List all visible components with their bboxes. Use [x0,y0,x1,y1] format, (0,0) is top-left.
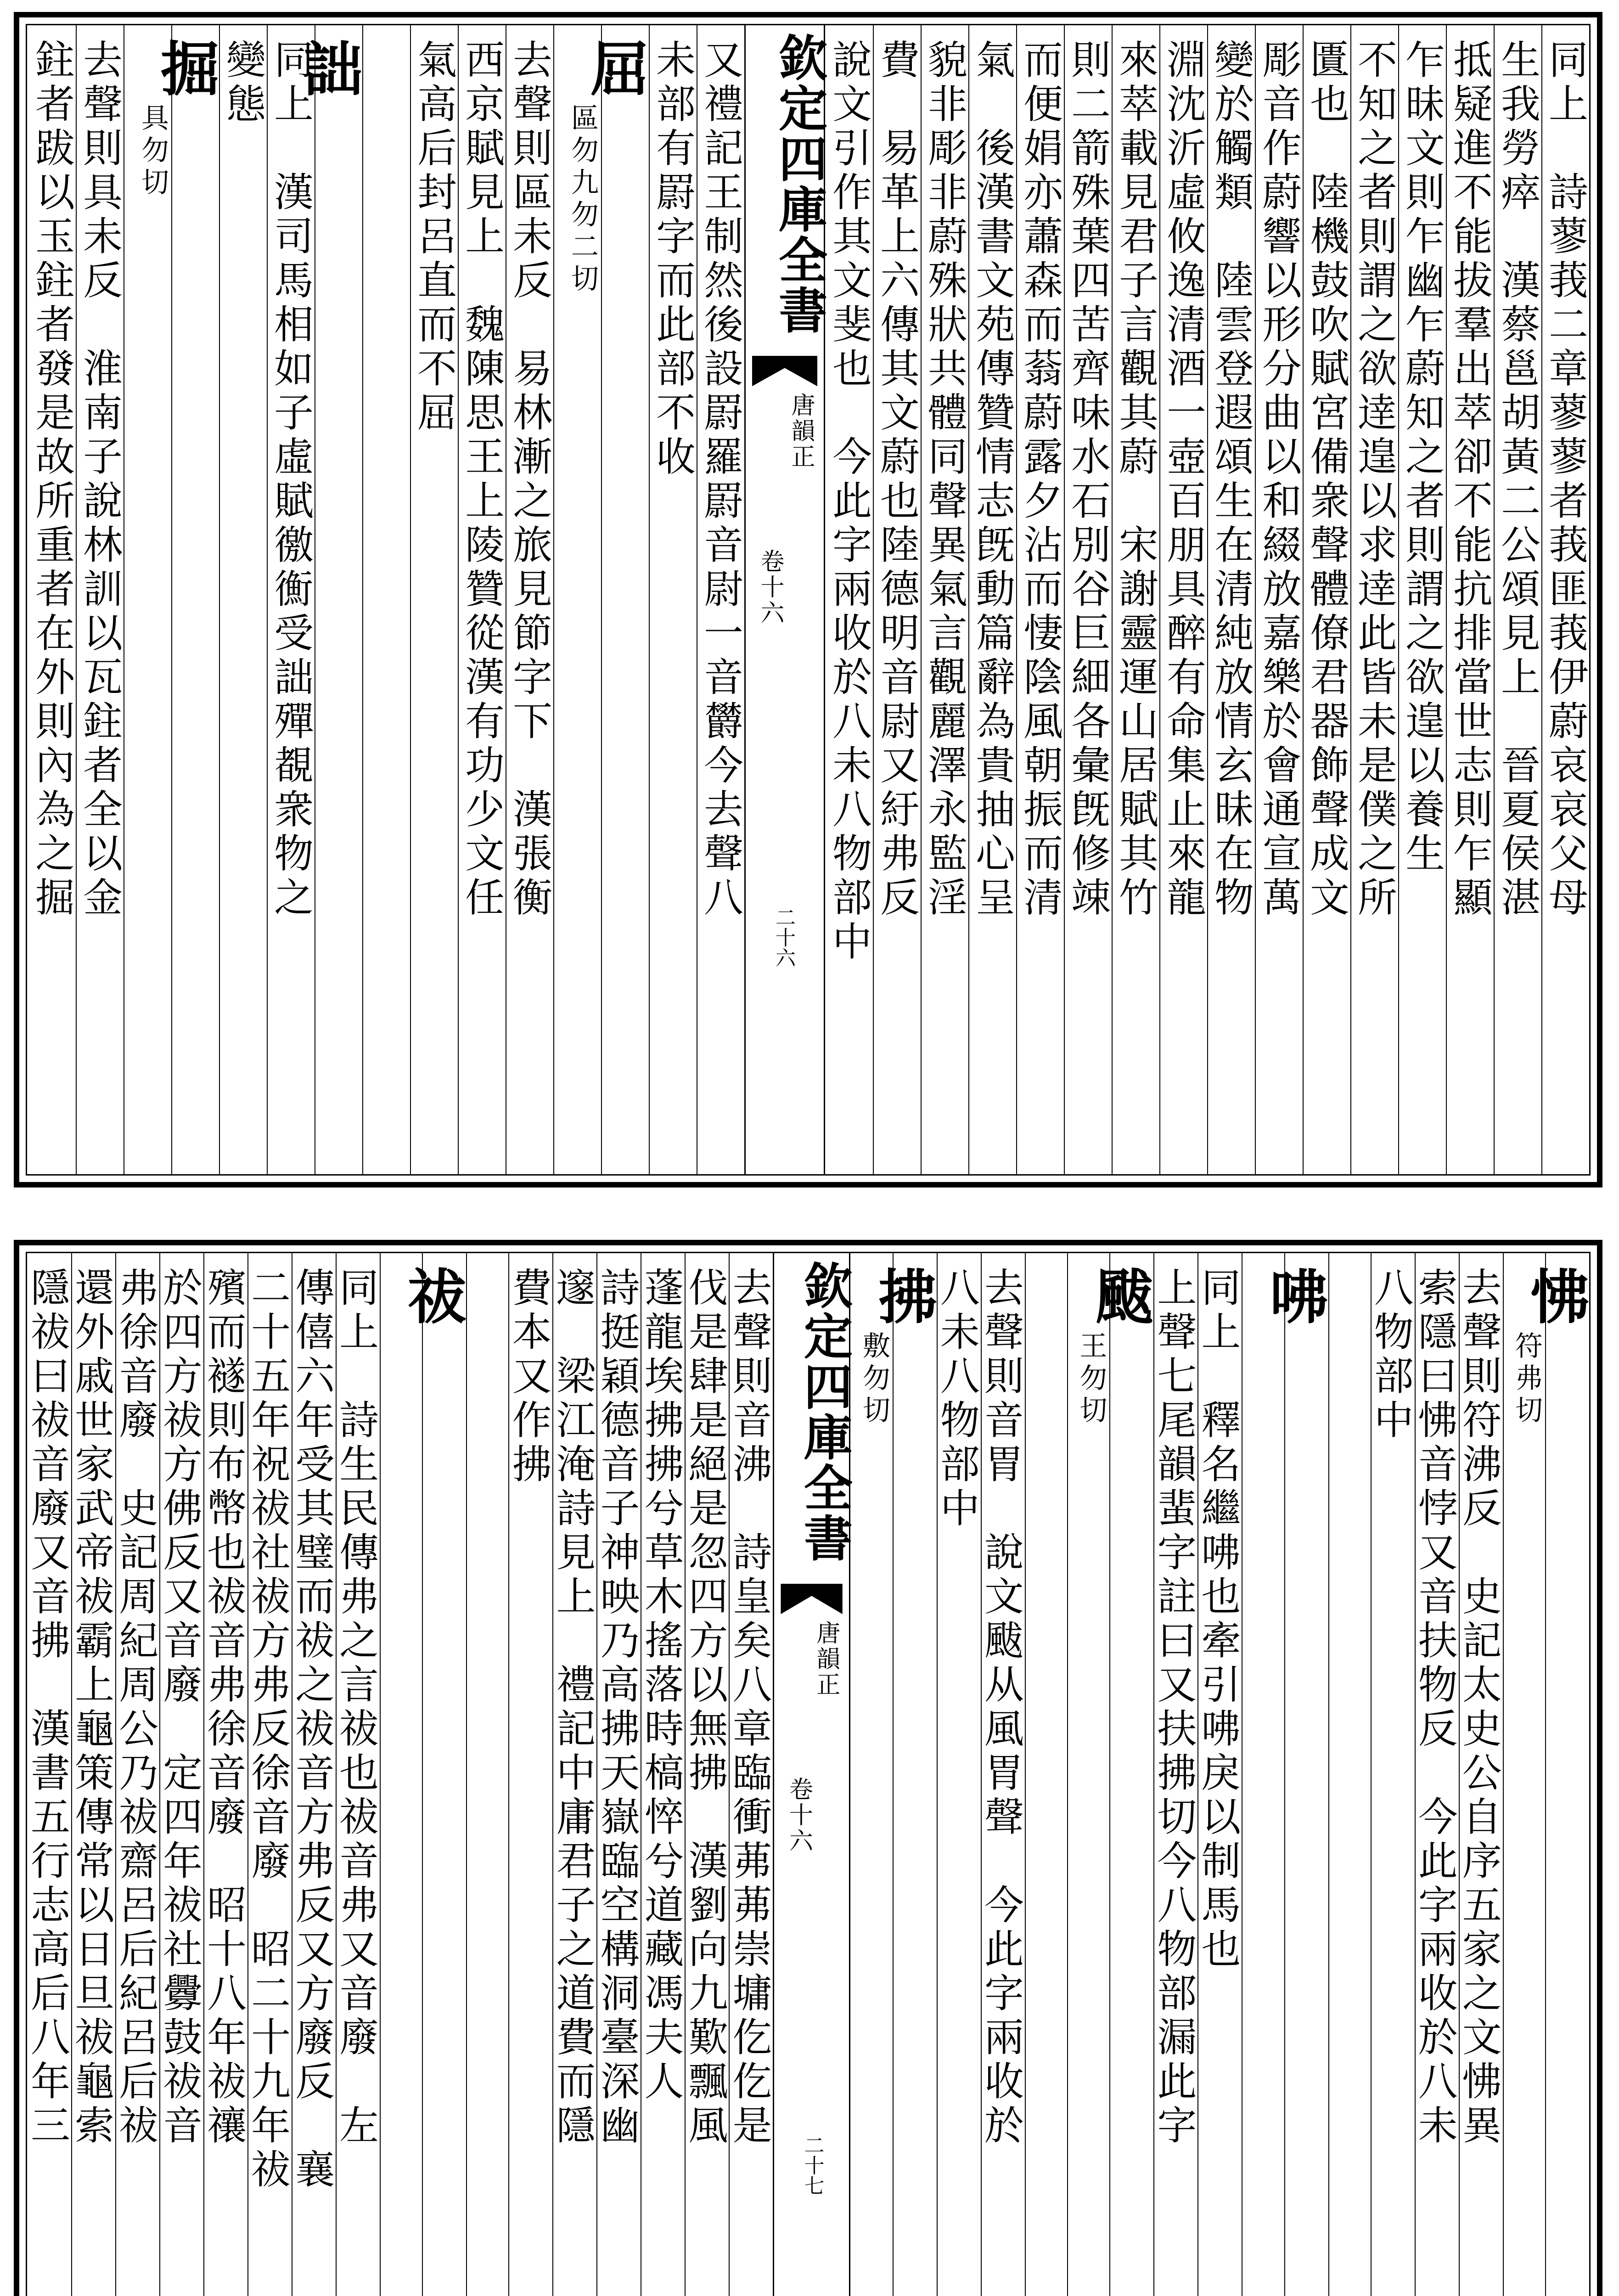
book-title: 欽定四庫全書 [771,33,828,336]
text-column: 八未八物部中 [937,1253,981,2296]
volume-label: 卷十六 [785,1777,813,1854]
text-column: 說文引作其文斐也 今此字兩收於八未八物部中 [826,39,871,965]
fishtail-mark [752,356,817,386]
text-column: 伐是肆是絕是忽四方以無拂 漢劉向九歎飄風 [685,1253,729,2296]
text-column: 去聲則區未反 易林漸之旅見節字下 漢張衡 [506,25,553,1174]
rhyme-head-character: 掘 [171,25,219,1174]
fanqie-annotation: 符弗切 [1503,1253,1545,2296]
text-column: 去聲則具未反 淮南子說林訓以瓦鉒者全以金 [76,25,124,1174]
text-column: 乍昧文則乍幽乍蔚知之者則謂之欲遑以養生 [1398,25,1446,1174]
text-column: 抵疑進不能拔羣出萃卻不能抗排當世志則乍顯 [1446,25,1494,1174]
text-column: 蓬龍埃拂拂兮草木搖落時槁悴兮道藏馮夫人 [641,1253,685,2296]
book-short-title: 唐韻正 [812,1621,840,1698]
text-column: 同上 詩蓼莪二章蓼蓼者莪匪莪伊蔚哀哀父母 [1541,25,1589,1174]
text-column: 上聲七尾韻蜚字註曰又扶拂切今八物部漏此字 [1153,1253,1197,2296]
text-column: 而便娟亦蕭森而蓊蔚露夕沾而悽陰風朝振而清 [1016,25,1064,1174]
folio-number: 二十六 [772,907,795,968]
text-column: 去聲則音胃 說文颰从風胃聲 今此字兩收於 [981,1253,1025,2296]
blank-column [362,25,410,1174]
text-column: 未部有罻字而此部不收 [649,25,697,1174]
text-column: 詩挺穎德音子神映乃高拂天嶽臨空構洞臺深幽 [596,1253,641,2296]
fanqie-annotation: 王勿切 [1067,1253,1109,2296]
fanqie-annotation: 具勿切 [124,25,171,1174]
text-column: 又禮記王制然後設罻羅罻音尉一音欝今去聲八 [697,25,744,1174]
fishtail-mark [781,1584,842,1614]
bottom-page-frame [26,1252,1591,2296]
blank-column [1328,1253,1371,2296]
text-column: 氣 後漢書文苑傳贊情志旣動篇辭為貴抽心呈 [968,25,1016,1174]
top-page-columns [27,25,1589,1174]
text-column: 同上 釋名繼咈也牽引咈戾以制馬也 [1197,1253,1242,2296]
rhyme-head-character: 屈 [601,25,649,1174]
blank-column [380,1253,422,2296]
text-column: 貌非彫非蔚殊狀共體同聲異氣言觀麗澤永監淫 [921,25,968,1174]
text-column: 去聲則符沸反 史記太史公自序五家之文怫異 [1459,1253,1503,2296]
blank-column [466,1253,508,2296]
text-column: 弗徐音廢 史記周紀周公乃祓齋呂后紀呂后祓 [115,1253,159,2296]
text-column: 傳僖六年受其璧而祓之祓音方弗反又方廢反 襄 [292,1253,336,2296]
text-column: 費 易革上六傳其文蔚也陸德明音尉又紆弗反 [873,25,921,1174]
text-column: 則二箭殊葉四苦齊味水石別谷巨細各彙旣修竦 [1064,25,1112,1174]
rhyme-head-character: 颰 [1109,1253,1153,2296]
fanqie-annotation: 區勿九勿二切 [553,25,601,1174]
folio-number: 二十七 [800,2135,824,2195]
text-column: 變於觸類 陸雲登遐頌生在清純放情玄昧在物 [1207,25,1255,1174]
text-column: 生我勞瘁 漢蔡邕胡黃二公頌見上 晉夏侯湛 [1494,25,1541,1174]
text-column: 同上 詩生民傳弗之言祓也祓音弗又音廢 左 [336,1253,380,2296]
rhyme-head-character: 詘 [315,25,362,1174]
text-column: 彫音作蔚響以形分曲以和綴放嘉樂於會通宣萬 [1255,25,1303,1174]
text-column: 去聲則音沸 詩皇矣八章臨衝茀茀崇墉仡仡是 [729,1253,773,2296]
center-fold [773,1253,854,2296]
text-column: 隱祓曰祓音廢又音拂 漢書五行志高后八年三 [24,1267,70,2149]
text-column: 於四方祓方佛反又音廢 定四年祓社釁鼓祓音 [159,1253,203,2296]
rhyme-head-character: 咈 [1284,1253,1328,2296]
text-column: 還外戚世家武帝祓霸上龜策傳常以日旦祓龜索 [71,1253,115,2296]
blank-column [1025,1253,1067,2296]
text-column: 氣高后封呂直而不屈 [410,25,458,1174]
rhyme-head-character: 祓 [422,1253,466,2296]
text-column: 匱也 陸機鼓吹賦宮備衆聲體僚君器飾聲成文 [1303,25,1350,1174]
center-fold [744,25,828,1174]
text-column: 淵沈沂虛攸逸清酒一壺百朋具醉有命集止來龍 [1159,25,1207,1174]
text-column: 索隱曰怫音悖又音扶物反 今此字兩收於八未 [1415,1253,1459,2296]
text-column: 邃 梁江淹詩見上 禮記中庸君子之道費而隱 [552,1253,596,2296]
text-column: 變態 [219,25,267,1174]
text-column: 八物部中 [1371,1253,1415,2296]
top-page-panel [14,12,1602,1187]
book-short-title: 唐韻正 [787,393,815,470]
text-column: 同上 漢司馬相如子虛賦徼𢖍受詘殫覩衆物之 [267,25,315,1174]
bottom-page-columns [24,1253,1590,2296]
text-column: 不知之者則謂之欲逹遑以求逹此皆未是僕之所 [1350,25,1398,1174]
text-column: 來萃載見君子言觀其蔚 宋謝靈運山居賦其竹 [1112,25,1159,1174]
text-column: 西京賦見上 魏陳思王上陵贊從漢有功少文任 [458,25,506,1174]
rhyme-head-character: 怫 [1545,1253,1589,2296]
text-column: 鉒者跋以玉鉒者發是故所重者在外則內為之掘 [28,39,74,921]
volume-label: 卷十六 [756,549,784,626]
text-column: 二十五年祝祓社祓方弗反徐音廢 昭二十九年祓 [247,1253,292,2296]
fanqie-annotation: 敷勿切 [858,1331,890,1428]
bottom-page-panel [14,1240,1602,2296]
blank-column [1242,1253,1284,2296]
book-title: 欽定四庫全書 [796,1261,854,1564]
text-column: 殯而襚則布幣也祓音弗徐音廢 昭十八年祓禳 [203,1253,247,2296]
rhyme-head-character: 拂 [893,1253,937,2296]
top-page-frame [26,24,1591,1176]
text-column: 費本又作拂 [508,1253,552,2296]
